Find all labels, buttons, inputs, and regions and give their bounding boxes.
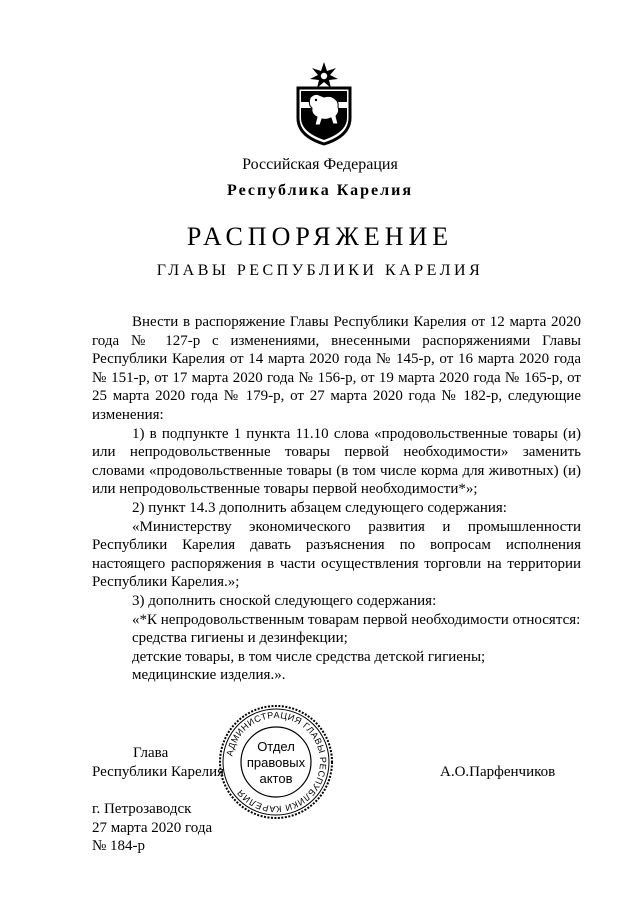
stamp-line-3: актов	[259, 771, 293, 786]
stamp-line-1: Отдел	[257, 739, 295, 754]
body-paragraph: детские товары, в том числе средства детской гигиены;	[132, 648, 486, 665]
document-type-heading: РАСПОРЯЖЕНИЕ	[186, 222, 454, 251]
stamp-line-2: правовых	[246, 755, 306, 770]
body-paragraph: Внести в распоряжение Главы Республики Карелия от 12 марта 2020 года № 127-р с изменениями, внесенными распоряжениями Главы Республики Карелия от 14 марта 2020 года № 145-р, от 16 марта 2020 года № 151-р, от 17 марта 2020 года № 156-р, от 19 марта 2020 года № 165-р, от 25 марта 2020 года № 179-р, от 27 марта 2020 года № 182-р, следующие изменения:	[92, 314, 581, 423]
document-number: № 184-р	[92, 838, 146, 855]
body-paragraph: 2) пункт 14.3 дополнить абзацем следующего содержания:	[132, 499, 507, 516]
issuer-heading: ГЛАВЫ РЕСПУБЛИКИ КАРЕЛИЯ	[156, 262, 484, 279]
issue-date: 27 марта 2020 года	[92, 819, 213, 836]
order-body	[92, 313, 581, 685]
body-paragraph: медицинские изделия.».	[132, 667, 286, 684]
federation-heading: Российская Федерация	[242, 156, 398, 173]
body-paragraph: 1) в подпункте 1 пункта 11.10 слова «продовольственные товары (и) или непродовольственные товары первой необходимости» заменить словами «продовольственные товары (в том числе корма для животных) (и) или непродовольственные товары первой необходимости*»;	[92, 425, 581, 498]
signatory-title-line1: Глава	[133, 745, 169, 761]
body-paragraph: средства гигиены и дезинфекции;	[132, 630, 348, 647]
body-paragraph: «*К непродовольственным товарам первой необходимости относятся:	[132, 611, 581, 628]
republic-heading: Республика Карелия	[227, 182, 413, 199]
issue-place: г. Петрозаводск	[92, 801, 192, 817]
coat-of-arms-karelia-icon	[294, 62, 354, 146]
body-paragraph: 3) дополнить сноской следующего содержания:	[132, 592, 437, 609]
signatory-title-line2: Республики Карелия	[92, 764, 225, 780]
signatory-name: А.О.Парфенчиков	[440, 764, 556, 780]
stamp-ring-text: АДМИНИСТРАЦИЯ ГЛАВЫ РЕСПУБЛИКИ КАРЕЛИЯ	[224, 709, 329, 815]
body-paragraph: «Министерству экономического развития и промышленности Республики Карелия давать разъяснения по вопросам исполнения настоящего распоряжения в части осуществления торговли на территории Республики Карелия.»;	[92, 518, 581, 591]
document-footer	[92, 800, 212, 856]
official-stamp	[216, 702, 336, 822]
